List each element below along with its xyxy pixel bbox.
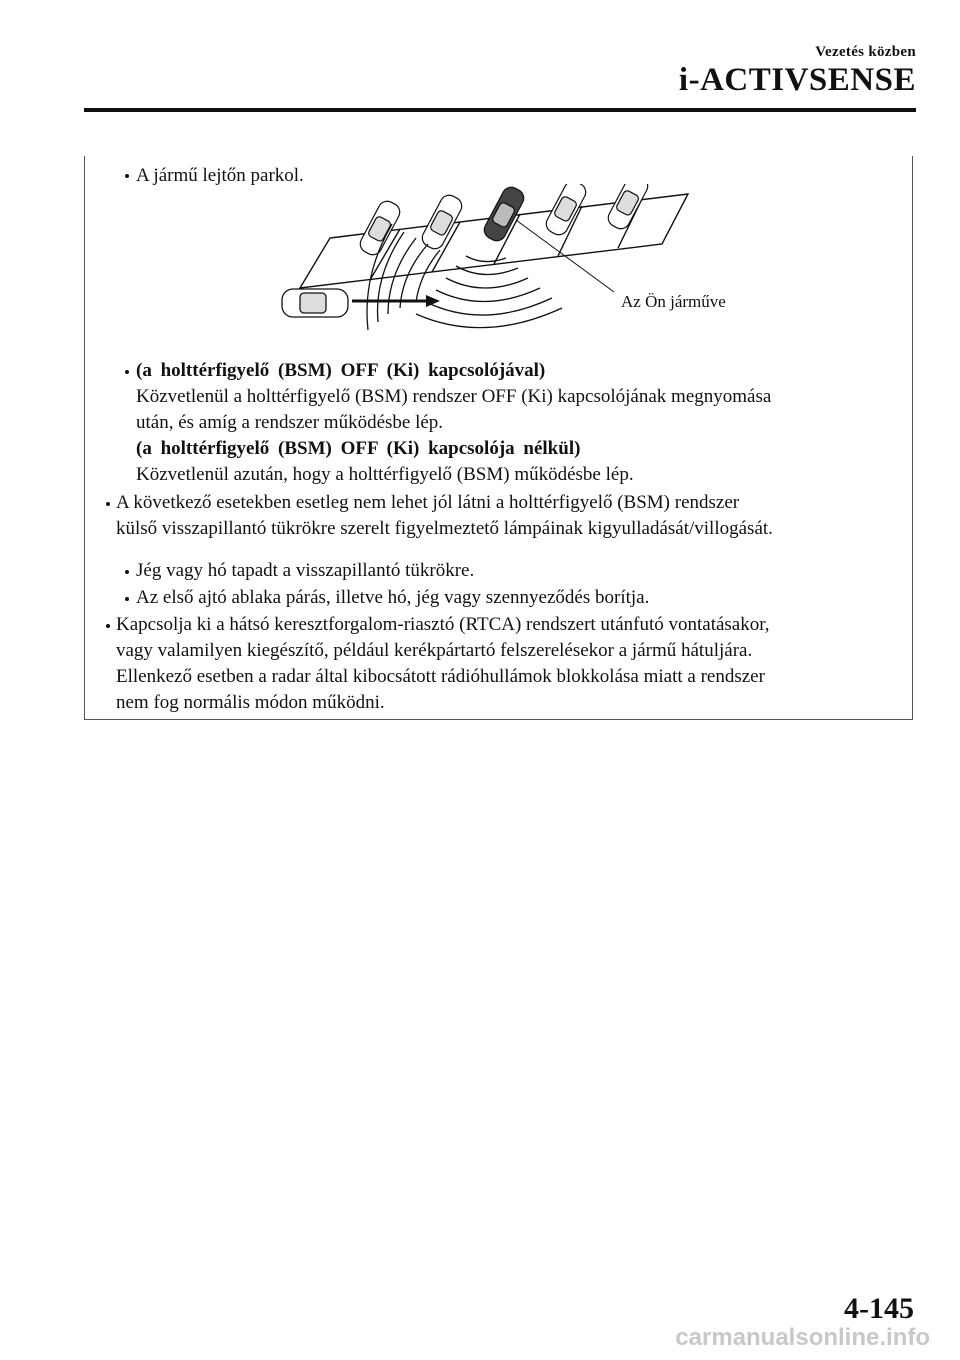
without-switch-text: Közvetlenül azután, hogy a holttérfigyelő (BSM) működésbe lép.: [136, 464, 634, 485]
with-switch-heading: (a holttérfigyelő (BSM) OFF (Ki) kapcsolójával): [136, 360, 546, 381]
bullet-text: külső visszapillantó tükrökre szerelt figyelmeztető lámpáinak kigyulladását/villogását.: [116, 518, 773, 539]
with-switch-text: Közvetlenül a holttérfigyelő (BSM) rendszer OFF (Ki) kapcsolójának megnyomása: [136, 386, 772, 407]
parking-slope-diagram: [270, 184, 770, 344]
header-rule: [84, 108, 916, 112]
sub-bullet-dot: [125, 370, 129, 374]
watermark: carmanualsonline.info: [675, 1324, 930, 1351]
section-subtitle: Vezetés közben: [815, 44, 916, 60]
bullet-text: nem fog normális módon működni.: [116, 692, 385, 713]
sub-bullet-text: Az első ajtó ablaka párás, illetve hó, jég vagy szennyeződés borítja.: [136, 587, 650, 608]
bullet-text: Ellenkező esetben a radar által kibocsátott rádióhullámok blokkolása miatt a rendszer: [116, 666, 765, 687]
sub-bullet-dot: [125, 597, 129, 601]
bullet-dot: [106, 502, 110, 506]
bullet-text: A következő esetekben esetleg nem lehet jól látni a holttérfigyelő (BSM) rendszer: [116, 492, 740, 513]
section-title: i-ACTIVSENSE: [678, 62, 916, 98]
own-vehicle-label: Az Ön járműve: [621, 292, 726, 311]
bullet-text: Kapcsolja ki a hátsó keresztforgalom-riasztó (RTCA) rendszert utánfutó vontatásakor,: [116, 614, 770, 635]
bullet-text: vagy valamilyen kiegészítő, például kerékpártartó felszerelésekor a jármű hátuljára.: [116, 640, 753, 661]
with-switch-text: után, és amíg a rendszer működésbe lép.: [136, 412, 444, 433]
page-number: 4-145: [844, 1292, 914, 1325]
bullet-dot: [106, 624, 110, 628]
sub-bullet-text: A jármű lejtőn parkol.: [136, 165, 304, 186]
sub-bullet-dot: [125, 174, 129, 178]
without-switch-heading: (a holttérfigyelő (BSM) OFF (Ki) kapcsolója nélkül): [136, 438, 581, 459]
sub-bullet-text: Jég vagy hó tapadt a visszapillantó tükrökre.: [136, 560, 475, 581]
sub-bullet-dot: [125, 570, 129, 574]
